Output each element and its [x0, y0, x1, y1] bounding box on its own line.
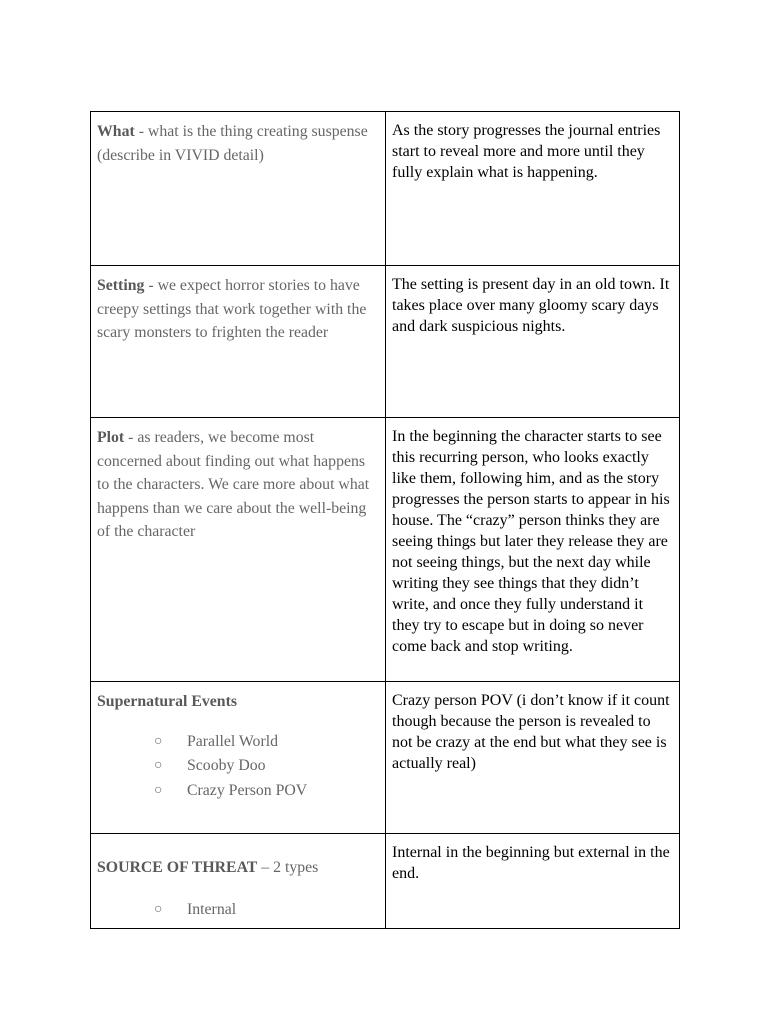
- supernatural-prompt-cell: [91, 682, 386, 834]
- setting-answer-cell: [386, 266, 680, 418]
- plot-description: - as readers, we become most concerned about finding out what happens to the characters. We care more about what happens than we care about the well-being of the character: [97, 429, 370, 540]
- setting-description: - we expect horror stories to have creepy settings that work together with the scary monsters to frighten the reader: [97, 277, 367, 341]
- setting-answer: The setting is present day in an old town. It takes place over many gloomy scary days and dark suspicious nights.: [392, 276, 670, 335]
- setting-label: Setting: [97, 277, 145, 294]
- list-item-text: Parallel World: [187, 732, 279, 750]
- story-planning-table: [90, 111, 680, 929]
- threat-label: SOURCE OF THREAT: [97, 859, 258, 876]
- supernatural-answer: Crazy person POV (i don’t know if it count though because the person is revealed to not be crazy at the end but what they see is actually real): [392, 692, 670, 772]
- threat-answer-cell: [386, 834, 680, 929]
- what-answer-cell: [386, 112, 680, 266]
- list-item: [97, 898, 379, 923]
- bullet-circle-icon: ○: [154, 733, 163, 749]
- threat-answer: Internal in the beginning but external in the end.: [392, 844, 670, 882]
- table-row: [91, 418, 680, 682]
- supernatural-answer-cell: [386, 682, 680, 834]
- what-label: What: [97, 123, 135, 140]
- threat-prompt-cell: [91, 834, 386, 929]
- table-row: [91, 266, 680, 418]
- threat-heading: [97, 856, 379, 880]
- setting-prompt-cell: [91, 266, 386, 418]
- plot-answer: In the beginning the character starts to see this recurring person, who looks exactly like them, following him, and as the story progresses the person starts to appear in his house. The “crazy” person thinks they are seeing things but later they release they are not seeing things, but the next day while writing they see things that they didn’t write, and once they fully understand it they try to escape but in doing so never come back and stop writing.: [392, 428, 670, 655]
- plot-answer-cell: [386, 418, 680, 682]
- list-item: [97, 779, 379, 804]
- list-item-text: Scooby Doo: [187, 757, 266, 774]
- list-item: [97, 754, 379, 779]
- supernatural-label: Supernatural Events: [97, 693, 237, 710]
- list-item-text: Crazy Person POV: [187, 781, 308, 799]
- what-description: - what is the thing creating suspense (describe in VIVID detail): [97, 123, 368, 164]
- list-item-text: Internal: [187, 900, 237, 918]
- bullet-circle-icon: ○: [154, 901, 163, 917]
- what-answer: As the story progresses the journal entries start to reveal more and more until they fully explain what is happening.: [392, 122, 661, 181]
- bullet-circle-icon: ○: [154, 782, 163, 798]
- plot-prompt-cell: [91, 418, 386, 682]
- table-row: [91, 682, 680, 834]
- list-item: [97, 730, 379, 755]
- table-row: [91, 112, 680, 266]
- threat-bullet-list: [97, 898, 379, 923]
- plot-label: Plot: [97, 429, 125, 446]
- table-row: [91, 834, 680, 929]
- threat-description: – 2 types: [257, 859, 319, 876]
- bullet-circle-icon: ○: [154, 758, 163, 773]
- what-prompt-cell: [91, 112, 386, 266]
- supernatural-bullet-list: [97, 730, 379, 804]
